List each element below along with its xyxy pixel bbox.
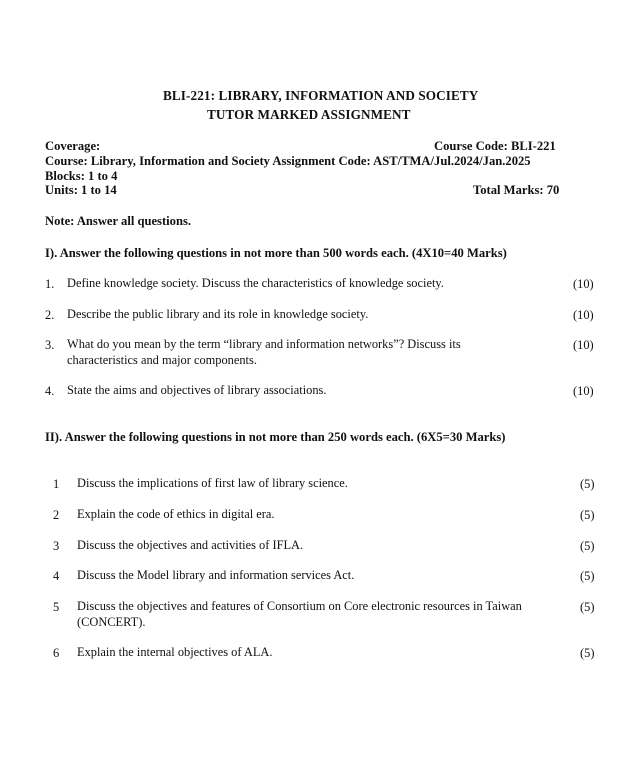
course-and-assignment-code: Course: Library, Information and Society Assignment Code: AST/TMA/Jul.2024/Jan.2025	[45, 154, 531, 168]
question-text: Define knowledge society. Discuss the characteristics of knowledge society.	[67, 276, 444, 290]
document-title: BLI-221: LIBRARY, INFORMATION AND SOCIETY	[163, 88, 479, 103]
units-range: Units: 1 to 14	[45, 183, 117, 197]
blocks-range: Blocks: 1 to 4	[45, 169, 118, 183]
course-code: Course Code: BLI-221	[434, 139, 556, 153]
question-text: Describe the public library and its role in knowledge society.	[67, 307, 369, 321]
question-text: Explain the internal objectives of ALA.	[77, 645, 273, 659]
question-marks: (5)	[580, 477, 595, 491]
question-text: Explain the code of ethics in digital era.	[77, 507, 275, 521]
question-marks: (10)	[573, 308, 594, 322]
question-number: 1.	[45, 277, 55, 291]
question-number: 1	[53, 477, 60, 491]
question-text: Discuss the Model library and information services Act.	[77, 568, 355, 582]
question-number: 3.	[45, 338, 55, 352]
question-text: Discuss the objectives and features of Consortium on Core electronic resources in Taiwan (CONCERT).	[77, 599, 522, 629]
question-text: Discuss the objectives and activities of IFLA.	[77, 538, 304, 552]
question-marks: (10)	[573, 384, 594, 398]
question-number: 5	[53, 600, 60, 614]
document-subtitle: TUTOR MARKED ASSIGNMENT	[207, 107, 411, 122]
question-marks: (5)	[580, 646, 595, 660]
section-2-heading: II). Answer the following questions in not more than 250 words each. (6X5=30 Marks)	[45, 430, 506, 444]
question-number: 3	[53, 539, 60, 553]
coverage-label: Coverage:	[45, 139, 101, 153]
question-number: 6	[53, 646, 60, 660]
question-text: Discuss the implications of first law of library science.	[77, 476, 348, 490]
question-number: 2	[53, 508, 60, 522]
question-number: 4.	[45, 384, 55, 398]
question-marks: (5)	[580, 539, 595, 553]
question-marks: (5)	[580, 600, 595, 614]
question-marks: (5)	[580, 508, 595, 522]
question-marks: (10)	[573, 277, 594, 291]
question-text: State the aims and objectives of library associations.	[67, 383, 327, 397]
section-1-heading: I). Answer the following questions in not more than 500 words each. (4X10=40 Marks)	[45, 246, 507, 260]
question-text: What do you mean by the term “library and information networks”? Discuss its characteristics and major components.	[67, 337, 461, 367]
total-marks: Total Marks: 70	[473, 183, 560, 197]
question-number: 2.	[45, 308, 55, 322]
instructions-note: Note: Answer all questions.	[45, 214, 192, 228]
question-marks: (10)	[573, 338, 594, 352]
question-marks: (5)	[580, 569, 595, 583]
question-number: 4	[53, 569, 60, 583]
